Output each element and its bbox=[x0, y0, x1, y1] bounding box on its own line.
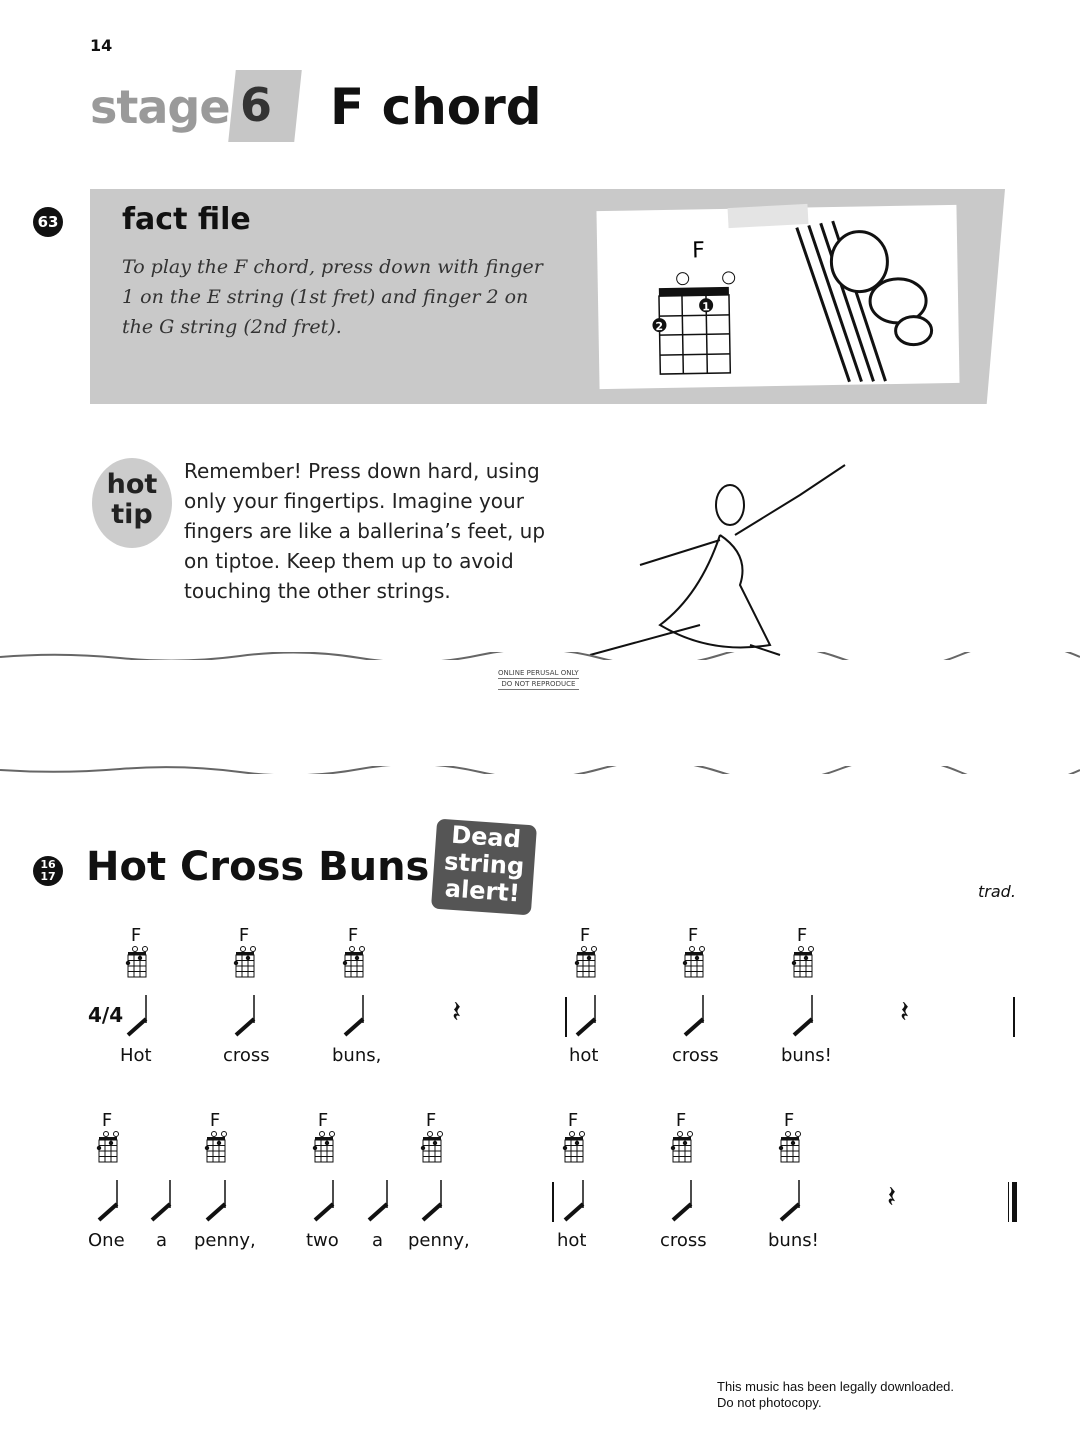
chord-label: F bbox=[675, 1110, 687, 1131]
note-slash bbox=[309, 1178, 339, 1224]
chord-label: F bbox=[317, 1110, 329, 1131]
chord-diagram-icon bbox=[682, 945, 708, 979]
hand-illustration bbox=[797, 219, 933, 382]
fact-file-text: To play the F chord, press down with finger 1 on the E string (1st fret) and finger 2 on the G string (2nd fret). bbox=[122, 256, 543, 338]
torn-edge-bottom bbox=[0, 766, 1080, 774]
lyric: hot bbox=[569, 1045, 599, 1066]
chord-label: F bbox=[783, 1110, 795, 1131]
chord-diagram-icon bbox=[125, 945, 151, 979]
finger-1-label: 1 bbox=[702, 300, 710, 314]
note-slash bbox=[571, 993, 601, 1039]
note-slash bbox=[363, 1178, 393, 1224]
lyric: cross bbox=[672, 1045, 719, 1066]
chord-label: F bbox=[425, 1110, 437, 1131]
chord-diagram-icon bbox=[204, 1130, 230, 1164]
barline bbox=[552, 1182, 554, 1222]
chord-label: F bbox=[238, 925, 250, 946]
ballerina-illustration bbox=[570, 455, 910, 795]
chord-diagram-icon bbox=[312, 1130, 338, 1164]
track-badge bbox=[33, 856, 63, 886]
lyric: cross bbox=[223, 1045, 270, 1066]
chord-diagram-icon bbox=[420, 1130, 446, 1164]
rest-symbol: 𝄽 bbox=[887, 1180, 897, 1215]
alert-line-1: Dead bbox=[450, 820, 522, 854]
note-slash bbox=[93, 1178, 123, 1224]
tip-label: tip bbox=[111, 499, 153, 530]
f-chord-diagram bbox=[596, 205, 959, 389]
note-slash bbox=[230, 993, 260, 1039]
chord-diagram-icon bbox=[574, 945, 600, 979]
chord-label: F bbox=[101, 1110, 113, 1131]
lyric: Hot bbox=[120, 1045, 152, 1066]
note-slash bbox=[559, 1178, 589, 1224]
lyric: buns! bbox=[768, 1230, 819, 1251]
barline bbox=[1013, 997, 1015, 1037]
chord-diagram-icon bbox=[670, 1130, 696, 1164]
lyric: hot bbox=[557, 1230, 587, 1251]
lyric: buns! bbox=[781, 1045, 832, 1066]
watermark bbox=[498, 668, 579, 690]
hot-tip-text: Remember! Press down hard, using only your fingertips. Imagine your fingers are like a ballerina’s feet, up on tiptoe. Keep them up to avoid touching the other strings. bbox=[184, 459, 546, 603]
note-slash bbox=[788, 993, 818, 1039]
chord-label: F bbox=[687, 925, 699, 946]
page-number: 14 bbox=[90, 36, 113, 55]
page-title: F chord bbox=[330, 78, 542, 136]
chord-label: F bbox=[347, 925, 359, 946]
chord-label: F bbox=[209, 1110, 221, 1131]
rest-symbol: 𝄽 bbox=[900, 995, 910, 1030]
hot-label: hot bbox=[106, 469, 158, 500]
dead-string-alert-badge bbox=[431, 819, 537, 916]
time-signature: 4/4 bbox=[88, 1003, 124, 1027]
alert-line-3: alert! bbox=[443, 874, 521, 908]
note-slash bbox=[679, 993, 709, 1039]
lyric: two bbox=[306, 1230, 339, 1251]
lyric: cross bbox=[660, 1230, 707, 1251]
footer-line-2: Do not photocopy. bbox=[717, 1395, 822, 1410]
song-title: Hot Cross Buns bbox=[86, 844, 430, 890]
note-slash bbox=[122, 993, 152, 1039]
lyric: penny, bbox=[194, 1230, 256, 1251]
fact-file-title: fact file bbox=[122, 202, 251, 237]
chord-name: F bbox=[691, 238, 706, 264]
chord-label: F bbox=[567, 1110, 579, 1131]
hot-tip-badge bbox=[92, 458, 172, 548]
chord-label: F bbox=[796, 925, 808, 946]
track-top: 16 bbox=[40, 858, 56, 871]
note-slash bbox=[339, 993, 369, 1039]
chord-label: F bbox=[579, 925, 591, 946]
lyric: a bbox=[372, 1230, 384, 1251]
song-credit: trad. bbox=[978, 882, 1016, 901]
finger-2-label: 2 bbox=[655, 320, 664, 334]
tape-decoration bbox=[728, 204, 809, 228]
chord-card bbox=[596, 205, 959, 389]
barline bbox=[565, 997, 567, 1037]
chord-diagram-icon bbox=[791, 945, 817, 979]
lyric: penny, bbox=[408, 1230, 470, 1251]
watermark-line-1: ONLINE PERUSAL ONLY bbox=[498, 669, 579, 677]
track-badge: 63 bbox=[33, 207, 63, 237]
note-slash bbox=[201, 1178, 231, 1224]
note-slash bbox=[775, 1178, 805, 1224]
rest-symbol: 𝄽 bbox=[452, 995, 462, 1030]
stage-label: stage bbox=[90, 80, 230, 134]
footer-line-1: This music has been legally downloaded. bbox=[717, 1379, 955, 1394]
chord-diagram-icon bbox=[778, 1130, 804, 1164]
lyric: buns, bbox=[332, 1045, 382, 1066]
chord-diagram-icon bbox=[96, 1130, 122, 1164]
chord-diagram-icon bbox=[342, 945, 368, 979]
alert-line-2: string bbox=[443, 847, 526, 881]
chord-label: F bbox=[130, 925, 142, 946]
chord-diagram-icon bbox=[562, 1130, 588, 1164]
lyric: One bbox=[88, 1230, 125, 1251]
lyric: a bbox=[156, 1230, 168, 1251]
footer-notice bbox=[717, 1379, 954, 1411]
note-slash bbox=[417, 1178, 447, 1224]
watermark-line-2: DO NOT REPRODUCE bbox=[498, 679, 579, 690]
final-barline bbox=[1008, 1182, 1016, 1222]
torn-edge-top bbox=[0, 652, 1080, 660]
chord-diagram-icon bbox=[233, 945, 259, 979]
track-bottom: 17 bbox=[40, 870, 56, 883]
note-slash bbox=[667, 1178, 697, 1224]
note-slash bbox=[146, 1178, 176, 1224]
stage-number: 6 bbox=[240, 78, 273, 132]
